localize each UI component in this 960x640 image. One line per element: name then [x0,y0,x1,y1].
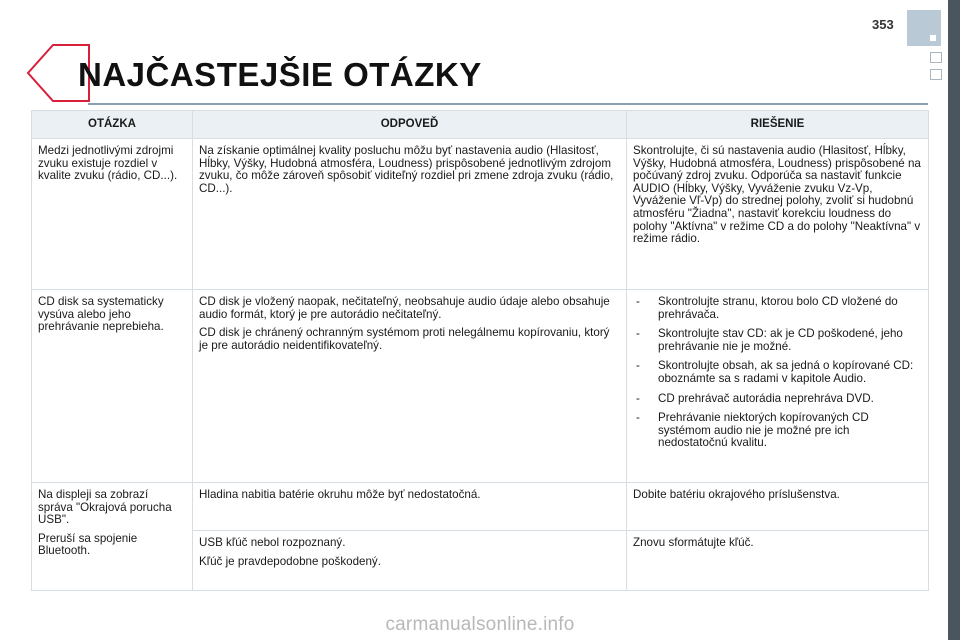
question-cell: Na displeji sa zobrazí správa "Okrajová porucha USB". Preruší sa spojenie Bluetooth. [32,483,193,591]
question-cell: CD disk sa systematicky vysúva alebo jeho prehrávanie neprebieha. [32,290,193,483]
list-item: - Skontrolujte obsah, ak sa jedná o kopírované CD: oboznámte sa s radami v kapitole Audio. [633,360,922,385]
title-underline [88,103,928,105]
watermark-text: carmanualsonline.info [385,614,575,635]
nav-square-icon [930,69,942,80]
header-solution: RIEŠENIE [627,111,929,139]
faq-table [31,110,929,591]
solution-list [633,296,922,450]
solution-cell: Skontrolujte, či sú nastavenia audio (Hlasitosť, Hĺbky, Výšky, Hudobná atmosféra, Loudness) prispôsobené na počúvaný zdroj zvuku. Odporúča sa nastaviť funkcie AUDIO (Hĺbky, Výšky, Vyváženie zvuku Vz-Vp, Vyváženie Vľ-Vp) do strednej polohy, zvoliť si hudobnú atmosféru "Žiadna", nastaviť korekciu loudness do polohy "Aktívna" v režime CD a do polohy "Neaktívna" v režime rádio. [627,139,929,290]
chapter-tab [907,10,941,46]
answer-cell: Hladina nabitia batérie okruhu môže byť nedostatočná. [193,483,627,531]
answer-cell: USB kľúč nebol rozpoznaný. Kľúč je pravdepodobne poškodený. [193,531,627,591]
question-cell: Medzi jednotlivými zdrojmi zvuku existuje rozdiel v kvalite zvuku (rádio, CD...). [32,139,193,290]
nav-square-icon [930,52,942,63]
table-row [32,139,929,290]
list-item: - CD prehrávač autorádia neprehráva DVD. [633,393,922,406]
answer-cell: CD disk je vložený naopak, nečitateľný, neobsahuje audio údaje alebo obsahuje audio formát, ktorý je pre autorádio nečitateľný. CD disk je chránený ochranným systémom proti nelegálnemu kopírovaniu, ktorý je pre autorádio neidentifikovateľný. [193,290,627,483]
list-item: - Skontrolujte stranu, ktorou bolo CD vložené do prehrávača. [633,296,922,321]
table-row [32,290,929,483]
page-number: 353 [872,17,894,32]
solution-cell: Znovu sformátujte kľúč. [627,531,929,591]
tab-dot [930,35,936,41]
header-answer: ODPOVEĎ [193,111,627,139]
right-edge-bar [948,0,960,640]
list-item: - Prehrávanie niektorých kopírovaných CD systémom audio nie je možné pre ich nedostatočnú kvalitu. [633,412,922,450]
header-question: OTÁZKA [32,111,193,139]
solution-cell: Dobite batériu okrajového príslušenstva. [627,483,929,531]
table-row [32,483,929,531]
page-title: NAJČASTEJŠIE OTÁZKY [78,56,482,93]
answer-cell: Na získanie optimálnej kvality posluchu môžu byť nastavenia audio (Hlasitosť, Hĺbky, Výšky, Hudobná atmosféra, Loudness) prispôsobené jednotlivým zdrojom zvuku, čo môže zároveň spôsobiť viditeľný rozdiel pri zmene zdroja zvuku (rádio, CD...). [193,139,627,290]
list-item: - Skontrolujte stav CD: ak je CD poškodené, jeho prehrávanie nie je možné. [633,328,922,353]
solution-cell [627,290,929,483]
table-header-row [32,111,929,139]
